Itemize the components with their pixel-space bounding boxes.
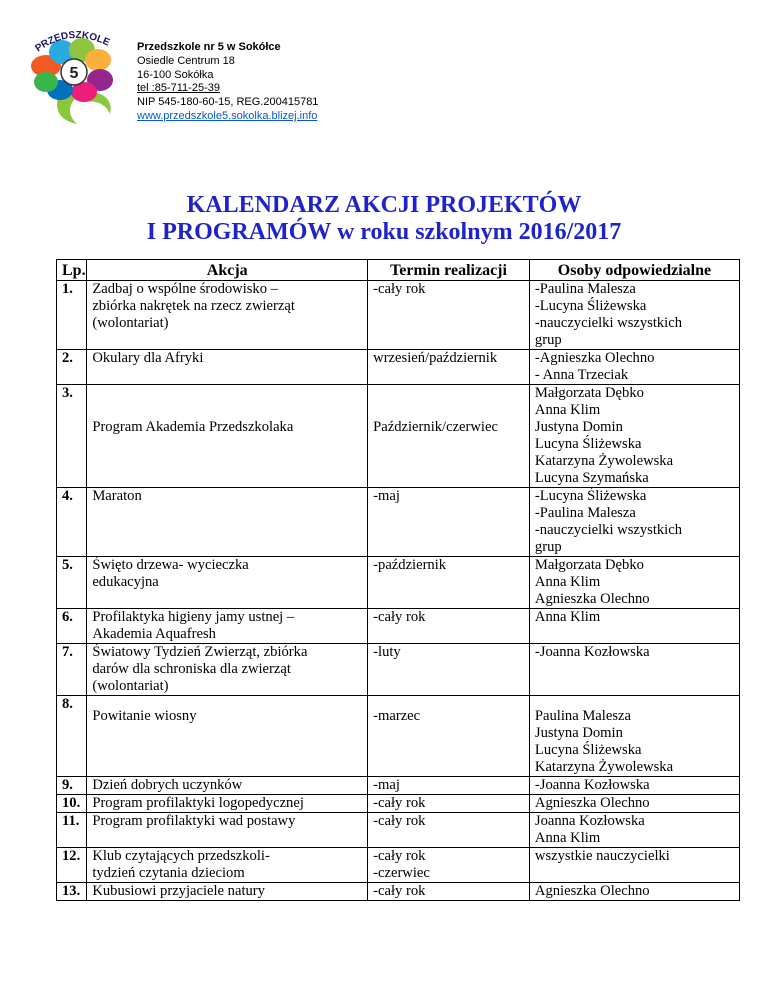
title-line-1: KALENDARZ AKCJI PROJEKTÓW: [186, 192, 582, 218]
action-cell-line: tydzień czytania dzieciom: [92, 865, 245, 881]
table-row: [57, 350, 740, 385]
table-row: [57, 795, 740, 813]
logo-text: PRZEDSZKOLE: [33, 30, 112, 55]
column-header-osoby: Osoby odpowiedzialne: [529, 260, 739, 281]
responsible-cell-line: Anna Klim: [534, 830, 601, 846]
responsible-cell-line: Małgorzata Dębko: [534, 385, 644, 401]
action-cell: [87, 883, 368, 901]
deadline-cell-line: -czerwiec: [373, 865, 430, 881]
deadline-cell: [368, 795, 530, 813]
deadline-cell-line: -cały rok: [373, 813, 426, 829]
deadline-cell: [368, 385, 530, 488]
row-number: 13.: [57, 883, 87, 901]
website-link[interactable]: www.przedszkole5.sokolka.blizej.info: [137, 109, 318, 122]
responsible-cell-line: Lucyna Szymańska: [534, 470, 649, 486]
deadline-cell: [368, 281, 530, 350]
table-body: [57, 281, 740, 901]
table-row: [57, 696, 740, 777]
deadline-cell: [368, 813, 530, 848]
deadline-cell: [368, 488, 530, 557]
responsible-cell: [529, 644, 739, 696]
address-city: 16-100 Sokółka: [137, 68, 214, 81]
responsible-cell-line: grup: [534, 539, 562, 555]
responsible-cell-line: Joanna Kozłowska: [534, 813, 645, 829]
projects-calendar-table: [56, 259, 740, 901]
action-cell: [87, 281, 368, 350]
deadline-cell: [368, 350, 530, 385]
responsible-cell-line: Katarzyna Żywolewska: [534, 453, 674, 469]
table-row: [57, 848, 740, 883]
table-row: [57, 385, 740, 488]
institution-name: Przedszkole nr 5 w Sokółce: [137, 41, 281, 53]
action-cell-line: Profilaktyka higieny jamy ustnej –: [92, 609, 295, 625]
action-cell-line: (wolontariat): [92, 678, 169, 694]
deadline-cell: [368, 644, 530, 696]
row-number: 1.: [57, 281, 87, 350]
action-cell: [87, 609, 368, 644]
action-cell: [87, 813, 368, 848]
column-header-akcja: Akcja: [87, 260, 368, 281]
logo-letter: 5: [69, 65, 79, 82]
action-cell: [87, 350, 368, 385]
responsible-cell-line: Katarzyna Żywolewska: [534, 759, 674, 775]
row-number: 11.: [57, 813, 87, 848]
responsible-cell-line: - Anna Trzeciak: [534, 367, 629, 383]
action-cell-line: Okulary dla Afryki: [92, 350, 204, 366]
deadline-cell-line: -cały rok: [373, 281, 426, 297]
responsible-cell-line: grup: [534, 332, 562, 348]
responsible-cell-line: Agnieszka Olechno: [534, 795, 650, 811]
action-cell: [87, 777, 368, 795]
deadline-cell-line: -październik: [373, 557, 447, 573]
responsible-cell-line: Anna Klim: [534, 574, 601, 590]
responsible-cell-line: Anna Klim: [534, 609, 601, 625]
document-title: [0, 192, 768, 246]
responsible-cell: [529, 385, 739, 488]
action-cell: [87, 696, 368, 777]
action-cell: [87, 644, 368, 696]
action-cell: [87, 488, 368, 557]
deadline-cell-line: -cały rok: [373, 609, 426, 625]
tax-registration: NIP 545-180-60-15, REG.200415781: [137, 96, 319, 109]
column-header-lp: Lp.: [57, 260, 87, 281]
responsible-cell: [529, 813, 739, 848]
row-number: 5.: [57, 557, 87, 609]
action-cell-line: Maraton: [92, 488, 142, 504]
table-row: [57, 813, 740, 848]
action-cell-line: Światowy Tydzień Zwierząt, zbiórka: [92, 644, 308, 660]
responsible-cell-line: -Joanna Kozłowska: [534, 644, 650, 660]
action-cell-line: Zadbaj o wspólne środowisko –: [92, 281, 278, 297]
title-line-2: I PROGRAMÓW w roku szkolnym 2016/2017: [146, 219, 622, 245]
responsible-cell-line: -nauczycielki wszystkich: [534, 315, 683, 331]
action-cell-line: Święto drzewa- wycieczka: [92, 557, 249, 573]
responsible-cell: [529, 488, 739, 557]
responsible-cell-line: -nauczycielki wszystkich: [534, 522, 683, 538]
deadline-cell-line: -cały rok: [373, 848, 426, 864]
letterhead: [137, 41, 318, 124]
row-number: 9.: [57, 777, 87, 795]
table-row: [57, 644, 740, 696]
action-cell-line: Program profilaktyki logopedycznej: [92, 795, 304, 811]
row-number: 10.: [57, 795, 87, 813]
action-cell-line: Powitanie wiosny: [92, 708, 197, 724]
table-header-row: [57, 260, 740, 281]
deadline-cell-line: -maj: [373, 777, 400, 793]
action-cell-line: [92, 402, 362, 419]
deadline-cell-line: -luty: [373, 644, 401, 660]
responsible-cell-line: -Joanna Kozłowska: [534, 777, 650, 793]
action-cell-line: darów dla schroniska dla zwierząt: [92, 661, 291, 677]
action-cell-line: edukacyjna: [92, 574, 159, 590]
responsible-cell-line: Lucyna Śliżewska: [534, 742, 642, 758]
responsible-cell-line: Lucyna Śliżewska: [534, 436, 642, 452]
row-number: 7.: [57, 644, 87, 696]
responsible-cell-line: -Lucyna Śliżewska: [534, 488, 647, 504]
responsible-cell-line: Justyna Domin: [534, 419, 623, 435]
responsible-cell-line: Anna Klim: [534, 402, 601, 418]
deadline-cell: [368, 696, 530, 777]
deadline-cell-line: -maj: [373, 488, 400, 504]
responsible-cell-line: Agnieszka Olechno: [534, 883, 650, 899]
responsible-cell: [529, 777, 739, 795]
deadline-cell-line: [373, 385, 524, 402]
responsible-cell: [529, 350, 739, 385]
action-cell-line: (wolontariat): [92, 315, 169, 331]
action-cell-line: Program profilaktyki wad postawy: [92, 813, 296, 829]
action-cell: [87, 795, 368, 813]
responsible-cell-line: wszystkie nauczycielki: [534, 848, 670, 864]
row-number: 6.: [57, 609, 87, 644]
row-number: 12.: [57, 848, 87, 883]
responsible-cell-line: Justyna Domin: [534, 725, 623, 741]
deadline-cell-line: Październik/czerwiec: [373, 419, 498, 435]
responsible-cell: [529, 281, 739, 350]
responsible-cell-line: -Paulina Malesza: [534, 281, 636, 297]
row-number: 4.: [57, 488, 87, 557]
responsible-cell-line: Agnieszka Olechno: [534, 591, 650, 607]
responsible-cell: [529, 883, 739, 901]
responsible-cell: [529, 609, 739, 644]
action-cell-line: Klub czytających przedszkoli-: [92, 848, 270, 864]
row-number: 3.: [57, 385, 87, 488]
deadline-cell-line: wrzesień/październik: [373, 350, 498, 366]
action-cell-line: [92, 385, 362, 402]
action-cell: [87, 557, 368, 609]
action-cell: [87, 848, 368, 883]
deadline-cell-line: -cały rok: [373, 883, 426, 899]
action-cell-line: Akademia Aquafresh: [92, 626, 216, 642]
deadline-cell-line: [373, 402, 524, 419]
action-cell: [87, 385, 368, 488]
responsible-cell-line: -Lucyna Śliżewska: [534, 298, 647, 314]
responsible-cell-line: -Paulina Malesza: [534, 505, 636, 521]
column-header-termin: Termin realizacji: [368, 260, 530, 281]
address-street: Osiedle Centrum 18: [137, 54, 235, 67]
action-cell-line: Dzień dobrych uczynków: [92, 777, 243, 793]
table-row: [57, 488, 740, 557]
deadline-cell-line: -marzec: [373, 708, 421, 724]
table-row: [57, 281, 740, 350]
responsible-cell-line: -Agnieszka Olechno: [534, 350, 655, 366]
responsible-cell: [529, 848, 739, 883]
responsible-cell-line: Małgorzata Dębko: [534, 557, 644, 573]
row-number: 2.: [57, 350, 87, 385]
table-row: [57, 883, 740, 901]
row-number: 8.: [57, 696, 87, 777]
deadline-cell: [368, 557, 530, 609]
responsible-cell-line: Paulina Malesza: [534, 708, 631, 724]
action-cell-line: Kubusiowi przyjaciele natury: [92, 883, 265, 899]
deadline-cell: [368, 883, 530, 901]
action-cell-line: Program Akademia Przedszkolaka: [92, 419, 294, 435]
deadline-cell: [368, 777, 530, 795]
deadline-cell-line: -cały rok: [373, 795, 426, 811]
responsible-cell: [529, 795, 739, 813]
kindergarten-logo: [22, 30, 134, 126]
responsible-cell: [529, 696, 739, 777]
phone-number[interactable]: tel :85-711-25-39: [137, 82, 220, 95]
action-cell-line: zbiórka nakrętek na rzecz zwierząt: [92, 298, 295, 314]
deadline-cell: [368, 609, 530, 644]
deadline-cell: [368, 848, 530, 883]
responsible-cell: [529, 557, 739, 609]
table-row: [57, 777, 740, 795]
table-row: [57, 609, 740, 644]
table-row: [57, 557, 740, 609]
